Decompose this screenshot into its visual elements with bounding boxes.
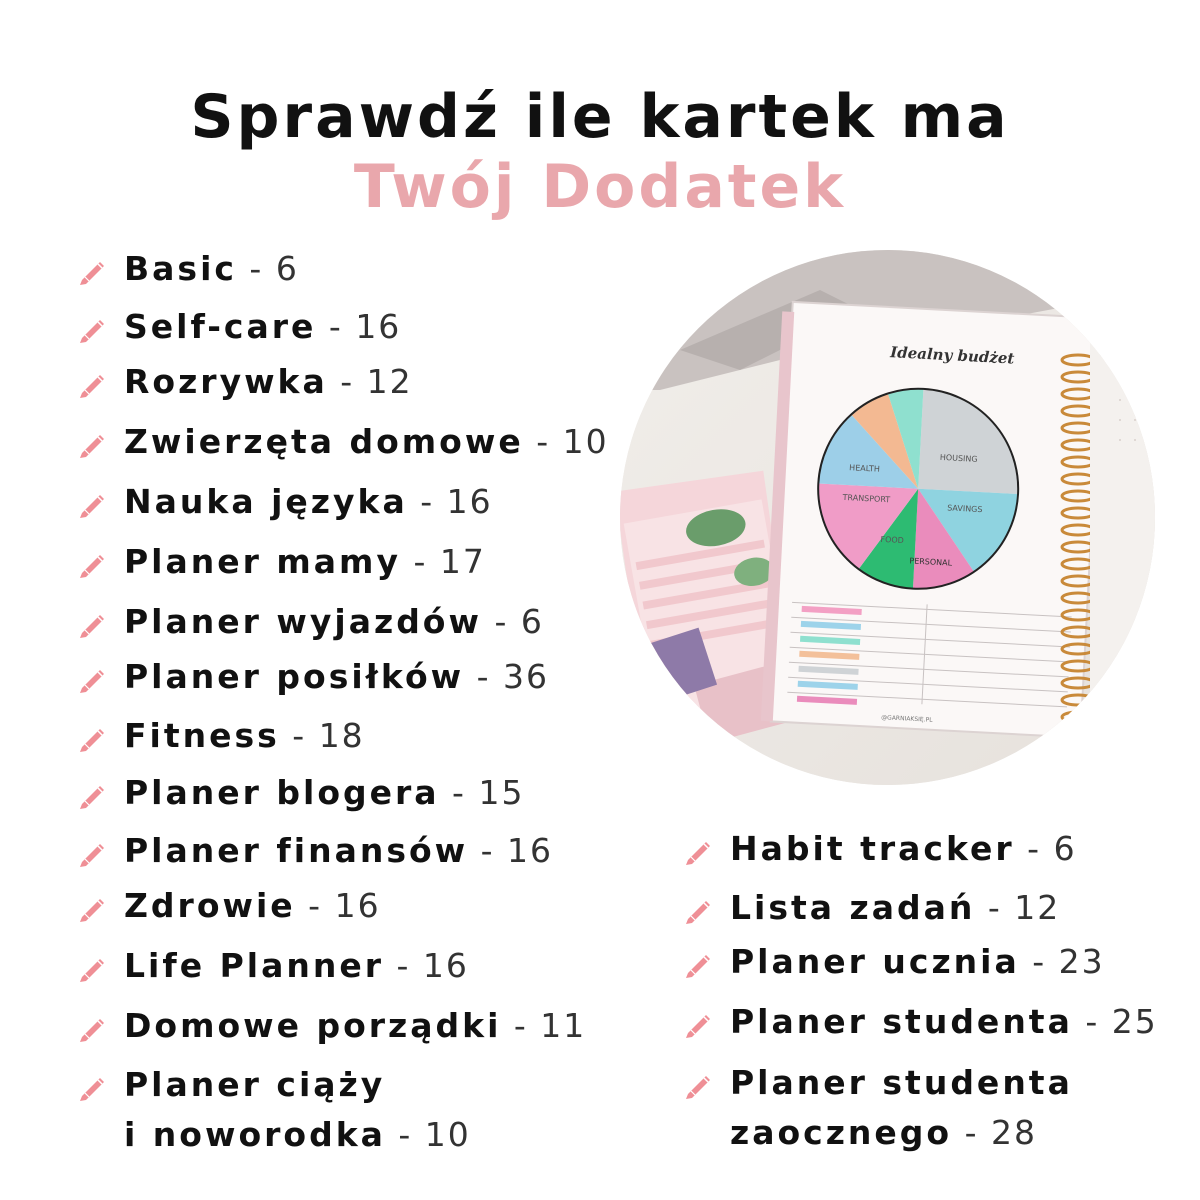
item-name-line2: i noworodka xyxy=(124,1115,386,1154)
pencil-icon xyxy=(76,367,110,401)
item-separator: - xyxy=(481,602,521,641)
svg-text:FOOD: FOOD xyxy=(880,534,905,546)
item-count: 16 xyxy=(355,307,402,346)
svg-text:TRANSPORT: TRANSPORT xyxy=(842,492,891,505)
item-separator: - xyxy=(400,542,440,581)
pencil-icon xyxy=(682,1007,716,1041)
pencil-icon xyxy=(76,312,110,346)
pencil-icon xyxy=(76,1070,110,1104)
item-count: 12 xyxy=(366,362,413,401)
item-name: Zdrowie xyxy=(124,886,296,925)
pencil-icon xyxy=(682,834,716,868)
item-name: Planer blogera xyxy=(124,773,440,812)
item-separator: - xyxy=(295,886,335,925)
svg-text:HOUSING: HOUSING xyxy=(939,452,978,464)
item-count: 6 xyxy=(1053,829,1077,868)
item-separator: - xyxy=(1019,942,1059,981)
page-title: Sprawdź ile kartek ma xyxy=(190,82,1010,152)
item-count: 16 xyxy=(422,946,469,985)
item-text xyxy=(124,881,381,931)
svg-text:@GARNIAKSIĘ.PL: @GARNIAKSIĘ.PL xyxy=(880,714,933,724)
pencil-icon xyxy=(76,547,110,581)
pencil-icon xyxy=(76,836,110,870)
item-text xyxy=(124,652,549,702)
item-name: Basic xyxy=(124,249,237,288)
item-name: Planer ciąży xyxy=(124,1065,386,1104)
item-text xyxy=(124,941,469,991)
item-text xyxy=(124,826,553,876)
item-count: 36 xyxy=(503,657,550,696)
item-text xyxy=(730,883,1060,933)
item-separator: - xyxy=(407,482,447,521)
item-count: 16 xyxy=(507,831,554,870)
item-separator: - xyxy=(1072,1002,1112,1041)
item-text xyxy=(730,824,1077,874)
item-name: Fitness xyxy=(124,716,280,755)
item-text xyxy=(730,997,1158,1047)
item-separator: - xyxy=(1014,829,1054,868)
item-separator: - xyxy=(383,946,423,985)
pencil-icon xyxy=(76,427,110,461)
pencil-icon xyxy=(76,607,110,641)
item-separator: - xyxy=(327,362,367,401)
item-text xyxy=(124,477,493,527)
item-text xyxy=(124,711,365,761)
item-text xyxy=(124,302,401,352)
svg-text:PERSONAL: PERSONAL xyxy=(909,556,953,568)
svg-text:HEALTH: HEALTH xyxy=(848,463,881,474)
pencil-icon xyxy=(76,254,110,288)
item-name: Lista zadań xyxy=(730,888,976,927)
item-count: 18 xyxy=(318,716,365,755)
item-name: Nauka języka xyxy=(124,482,408,521)
item-separator: - xyxy=(952,1113,991,1152)
item-name: Rozrywka xyxy=(124,362,328,401)
planner-page-title: Idealny budżet xyxy=(889,343,1015,368)
item-text xyxy=(124,537,486,587)
item-separator: - xyxy=(385,1115,425,1154)
pencil-icon xyxy=(682,1068,716,1102)
item-count: 10 xyxy=(424,1115,471,1154)
item-text xyxy=(124,768,524,818)
pencil-icon xyxy=(76,891,110,925)
item-count: 17 xyxy=(439,542,486,581)
item-separator: - xyxy=(975,888,1015,927)
pencil-icon xyxy=(76,487,110,521)
item-separator: - xyxy=(501,1006,541,1045)
item-separator: - xyxy=(464,657,504,696)
item-text xyxy=(124,357,413,407)
item-text xyxy=(124,417,609,467)
item-name: Habit tracker xyxy=(730,829,1015,868)
item-count: 6 xyxy=(275,249,299,288)
item-name: Domowe porządki xyxy=(124,1006,502,1045)
item-text xyxy=(124,1001,586,1051)
item-count: 12 xyxy=(1014,888,1061,927)
pencil-icon xyxy=(76,1011,110,1045)
item-count: 16 xyxy=(334,886,381,925)
item-name: Planer studenta xyxy=(730,1063,1073,1102)
item-count: 15 xyxy=(478,773,525,812)
planner-illustration xyxy=(620,250,1155,785)
item-name: Self-care xyxy=(124,307,317,346)
item-text xyxy=(124,597,544,647)
pencil-icon xyxy=(76,721,110,755)
item-separator: - xyxy=(439,773,479,812)
pencil-icon xyxy=(76,778,110,812)
item-text xyxy=(730,937,1105,987)
pencil-icon xyxy=(76,662,110,696)
item-separator: - xyxy=(279,716,319,755)
item-count: 6 xyxy=(520,602,544,641)
item-separator: - xyxy=(316,307,356,346)
pencil-icon xyxy=(682,893,716,927)
item-count: 10 xyxy=(562,422,609,461)
item-name: Planer ucznia xyxy=(730,942,1020,981)
item-name: Zwierzęta domowe xyxy=(124,422,524,461)
item-text xyxy=(124,1060,471,1160)
pencil-icon xyxy=(76,951,110,985)
item-count: 16 xyxy=(446,482,493,521)
item-separator: - xyxy=(236,249,276,288)
item-name: Life Planner xyxy=(124,946,384,985)
item-separator: - xyxy=(468,831,508,870)
item-name: Planer posiłków xyxy=(124,657,465,696)
item-separator: - xyxy=(523,422,563,461)
item-name: Planer wyjazdów xyxy=(124,602,482,641)
item-count: 11 xyxy=(540,1006,587,1045)
item-count: 25 xyxy=(1111,1002,1158,1041)
item-count: 23 xyxy=(1058,942,1105,981)
svg-text:SAVINGS: SAVINGS xyxy=(946,503,983,515)
item-text xyxy=(124,244,299,294)
item-text xyxy=(730,1058,1073,1158)
pencil-icon xyxy=(682,947,716,981)
page-subtitle: Twój Dodatek xyxy=(353,152,847,222)
item-name: Planer mamy xyxy=(124,542,401,581)
planner-photo xyxy=(620,250,1155,785)
item-name: Planer studenta xyxy=(730,1002,1073,1041)
item-name: Planer finansów xyxy=(124,831,469,870)
item-name-line2: zaocznego xyxy=(730,1113,953,1152)
item-count: 28 xyxy=(990,1113,1037,1152)
